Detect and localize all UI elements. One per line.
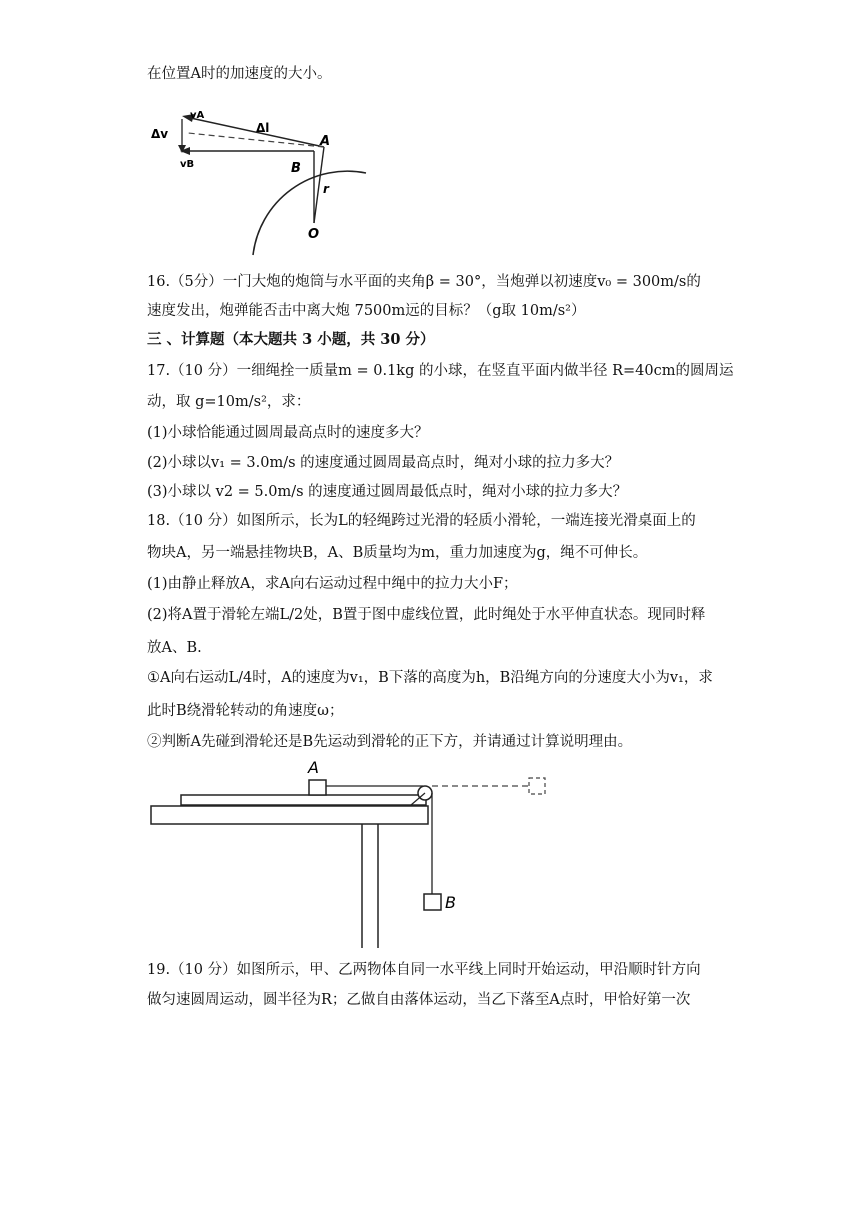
- label-A: A: [320, 134, 331, 149]
- label-B: B: [291, 161, 301, 176]
- text-line: (1)由静止释放A，求A向右运动过程中绳中的拉力大小F；: [147, 576, 518, 592]
- text-line: 速度发出，炮弹能否击中离大炮 7500m远的目标？（g取 10m/s²）: [147, 303, 586, 319]
- text-line: 17.（10 分）一细绳拴一质量m = 0.1kg 的小球，在竖直平面内做半径 R=40cm的圆周运: [147, 363, 734, 379]
- label-A: A: [308, 758, 319, 777]
- label-B: B: [445, 893, 456, 912]
- text-line: 动，取 g=10m/s²，求：: [147, 394, 311, 410]
- velocity-diagram: [148, 105, 378, 265]
- label-vA: vA: [190, 110, 205, 121]
- label-dl: Δl: [256, 121, 270, 135]
- text-line: 放A、B.: [147, 640, 202, 656]
- text-line: 19.（10 分）如图所示，甲、乙两物体自同一水平线上同时开始运动，甲沿顺时针方向: [147, 962, 701, 978]
- pulley-diagram: [148, 758, 558, 950]
- label-vB: vB: [180, 159, 195, 170]
- label-r: r: [323, 182, 329, 196]
- text-line: (3)小球以 v2 = 5.0m/s 的速度通过圆周最低点时，绳对小球的拉力多大？: [147, 484, 628, 500]
- text-line: 18.（10 分）如图所示，长为L的轻绳跨过光滑的轻质小滑轮，一端连接光滑桌面上的: [147, 513, 696, 529]
- label-O: O: [308, 227, 320, 242]
- text-line: ②判断A先碰到滑轮还是B先运动到滑轮的正下方，并请通过计算说明理由。: [147, 734, 633, 750]
- text-line: (2)将A置于滑轮左端L/2处，B置于图中虚线位置，此时绳处于水平伸直状态。现同时释: [147, 607, 706, 623]
- text-line: (2)小球以v₁ = 3.0m/s 的速度通过圆周最高点时，绳对小球的拉力多大？: [147, 455, 620, 471]
- label-dv: Δv: [151, 127, 169, 141]
- text-line: 16.（5分）一门大炮的炮筒与水平面的夹角β = 30°，当炮弹以初速度v₀ = 300m/s的: [147, 274, 701, 290]
- text-line: ①A向右运动L/4时，A的速度为v₁，B下落的高度为h，B沿绳方向的分速度大小为v₁，求: [147, 670, 713, 686]
- section-heading: 三 、计算题（本大题共 3 小题，共 30 分）: [147, 331, 435, 348]
- text-line: 物块A，另一端悬挂物块B，A、B质量均为m，重力加速度为g，绳不可伸长。: [147, 545, 648, 561]
- text-line: (1)小球恰能通过圆周最高点时的速度多大？: [147, 425, 429, 441]
- text-line: 此时B绕滑轮转动的角速度ω；: [147, 703, 344, 719]
- text-line: 在位置A时的加速度的大小。: [147, 66, 332, 82]
- text-line: 做匀速圆周运动，圆半径为R；乙做自由落体运动，当乙下落至A点时，甲恰好第一次: [147, 992, 691, 1008]
